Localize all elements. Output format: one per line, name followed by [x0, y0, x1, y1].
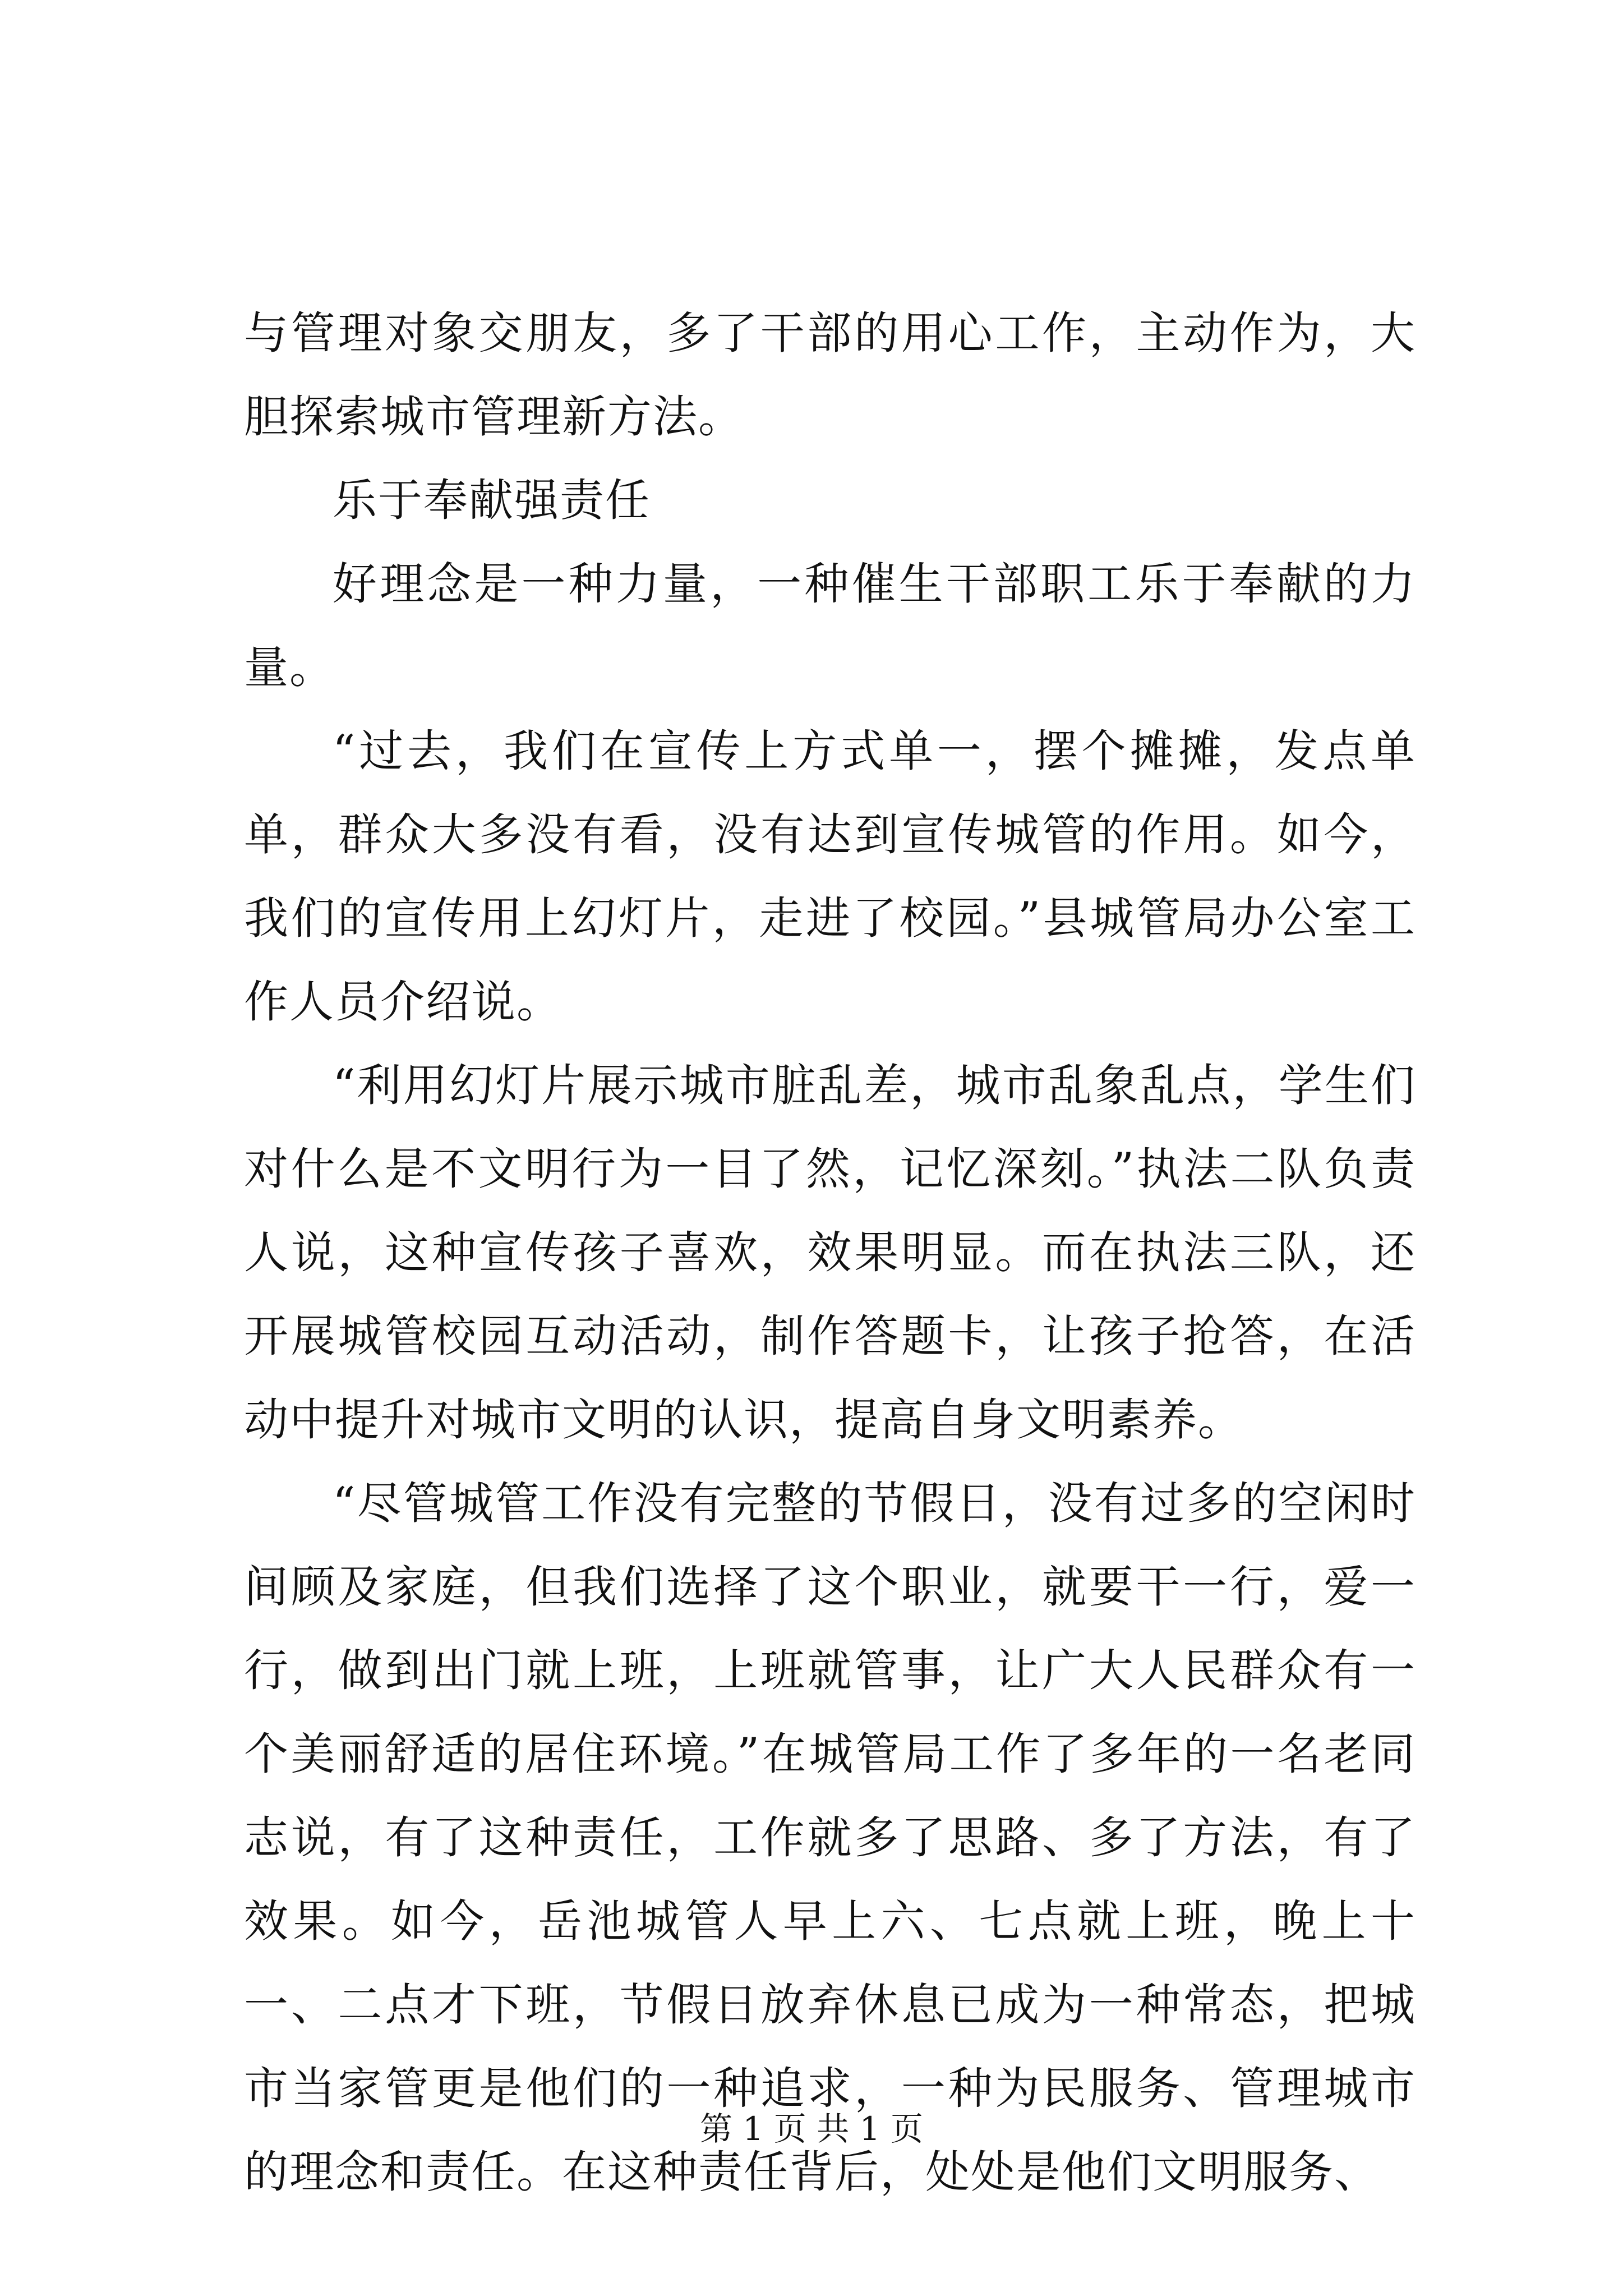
section-heading: 乐于奉献强责任: [333, 475, 651, 526]
page-footer: 第 1 页 共 1 页: [700, 2110, 923, 2148]
paragraph: 与管理对象交朋友，多了干部的用心工作，主动作为，大胆探索城市管理新方法。: [244, 307, 1416, 443]
document-body: [244, 292, 1416, 2214]
paragraph: “尽管城管工作没有完整的节假日，没有过多的空闲时间顾及家庭，但我们选择了这个职业，就要干一行，爱一行，做到出门就上班，上班就管事，让广大人民群众有一个美丽舒适的居住环境。”在城管局工作了多年的一名老同志说，有了这种责任，工作就多了思路、多了方法，有了效果。如今，岳池城管人早上六、七点就上班，晚上十一、二点才下班，节假日放弃休息已成为一种常态，把城市当家管更是他们的一种追求，一种为民服务、管理城市的理念和责任。在这种责任背后，处处是他们文明服务、: [244, 1478, 1416, 2198]
paragraph: “过去，我们在宣传上方式单一，摆个摊摊，发点单单，群众大多没有看，没有达到宣传城管的作用。如今，我们的宣传用上幻灯片，走进了校园。”县城管局办公室工作人员介绍说。: [244, 725, 1416, 1028]
paragraph: 好理念是一种力量，一种催生干部职工乐于奉献的力量。: [244, 558, 1416, 693]
paragraph: “利用幻灯片展示城市脏乱差，城市乱象乱点，学生们对什么是不文明行为一目了然，记忆深刻。”执法二队负责人说，这种宣传孩子喜欢，效果明显。而在执法三队，还开展城管校园互动活动，制作答题卡，让孩子抢答，在活动中提升对城市文明的认识，提高自身文明素养。: [244, 1060, 1416, 1446]
